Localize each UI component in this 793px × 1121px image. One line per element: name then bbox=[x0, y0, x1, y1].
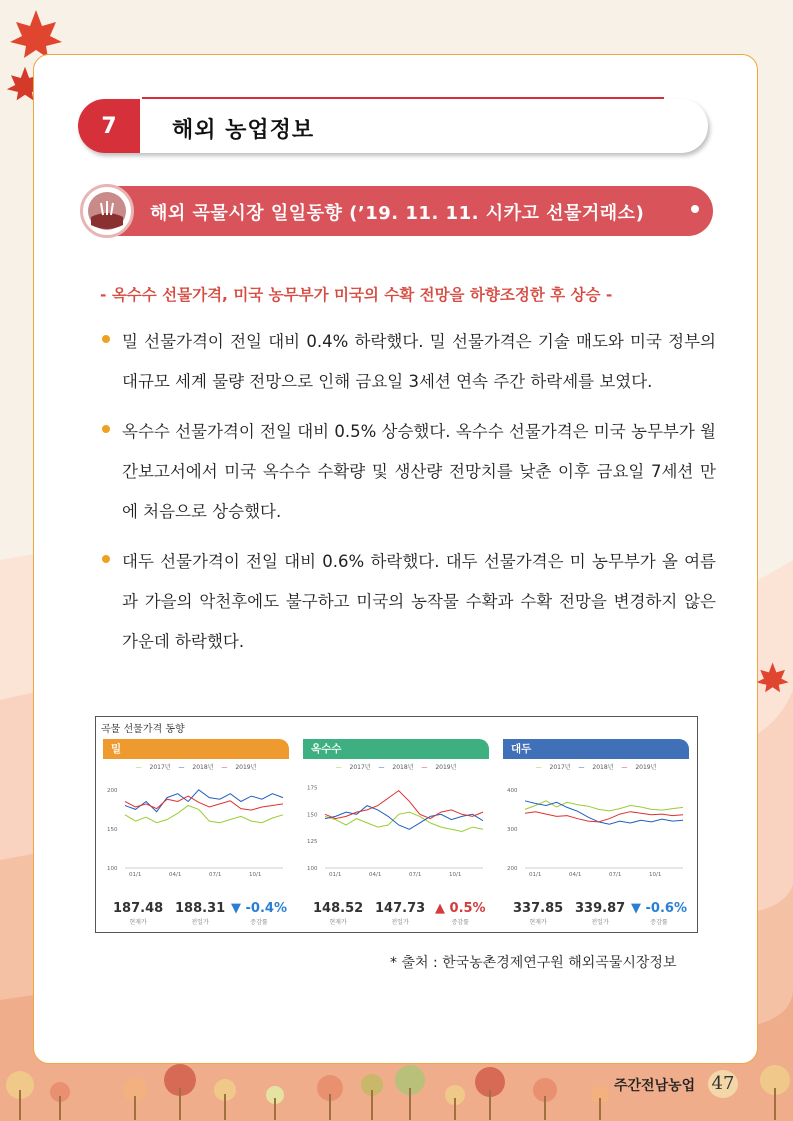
stat-label: 증감률 bbox=[250, 919, 268, 926]
legend-label: 2018년 bbox=[592, 764, 614, 771]
soybean-line-plot bbox=[503, 776, 689, 881]
y-tick-label: 175 bbox=[307, 785, 318, 792]
stat-label: 현재가 bbox=[529, 919, 547, 926]
y-tick-label: 200 bbox=[107, 787, 118, 794]
x-tick-label: 01/1 bbox=[329, 872, 342, 878]
section-number: 7 bbox=[78, 99, 140, 153]
subsection-title: 해외 곡물시장 일일동향 (’19. 11. 11. 시카고 선물거래소) bbox=[150, 203, 645, 224]
legend-label: 2017년 bbox=[149, 764, 171, 771]
x-tick-label: 04/1 bbox=[569, 872, 582, 878]
corn-stats bbox=[303, 901, 489, 931]
wheat-stats bbox=[103, 901, 289, 931]
stat-value: ▼ -0.4% bbox=[231, 901, 287, 916]
chart-legend: — 2017년 — 2018년 — 2019년 bbox=[135, 764, 257, 771]
stat-change bbox=[631, 901, 687, 926]
source-note: * 출처 : 한국농촌경제연구원 해외곡물시장정보 bbox=[390, 955, 677, 971]
chart-header: 밀 bbox=[103, 739, 289, 759]
y-tick-label: 100 bbox=[107, 866, 118, 872]
chart-header: 옥수수 bbox=[303, 739, 489, 759]
soybean-stats bbox=[503, 901, 689, 931]
bullet-text: 옥수수 선물가격이 전일 대비 0.5% 상승했다. 옥수수 선물가격은 미국 농무부가 월간보고서에서 미국 옥수수 수확량 및 생산량 전망치를 낮춘 이후 금요일 7세션 만에 처음으로 상승했다. bbox=[122, 422, 716, 521]
stat-label: 현재가 bbox=[329, 919, 347, 926]
y-tick-label: 100 bbox=[307, 866, 318, 872]
x-tick-label: 10/1 bbox=[249, 872, 262, 878]
stat-change bbox=[231, 901, 287, 926]
stat-current bbox=[313, 901, 363, 926]
bullet-dot-icon bbox=[102, 335, 110, 343]
section-header bbox=[78, 97, 708, 155]
stat-label: 전일가 bbox=[591, 919, 609, 926]
soybean-chart bbox=[503, 739, 689, 929]
x-tick-label: 01/1 bbox=[529, 872, 542, 878]
stat-previous bbox=[575, 901, 625, 926]
stat-label: 증감률 bbox=[650, 919, 668, 926]
x-tick-label: 07/1 bbox=[609, 872, 622, 878]
bullet-dot-icon bbox=[102, 555, 110, 563]
chart-legend: — 2017년 — 2018년 — 2019년 bbox=[335, 764, 457, 771]
page-number: 47 bbox=[708, 1070, 738, 1098]
x-tick-label: 07/1 bbox=[409, 872, 422, 878]
stat-previous bbox=[175, 901, 225, 926]
legend-label: 2019년 bbox=[635, 764, 657, 771]
bullet-dot-icon bbox=[102, 425, 110, 433]
stat-value: 148.52 bbox=[313, 901, 364, 916]
bullet-list bbox=[102, 322, 716, 672]
x-tick-label: 07/1 bbox=[209, 872, 222, 878]
stat-value: 188.31 bbox=[175, 901, 226, 916]
stat-value: 187.48 bbox=[113, 901, 164, 916]
legend-label: 2017년 bbox=[349, 764, 371, 771]
stat-label: 증감률 bbox=[451, 919, 469, 926]
legend-label: 2017년 bbox=[549, 764, 571, 771]
stat-label: 전일가 bbox=[191, 919, 209, 926]
chart-header: 대두 bbox=[503, 739, 689, 759]
y-tick-label: 400 bbox=[507, 787, 518, 794]
stat-value: 339.87 bbox=[575, 901, 626, 916]
stat-current bbox=[113, 901, 163, 926]
wheat-chart bbox=[103, 739, 289, 929]
y-tick-label: 125 bbox=[307, 839, 318, 846]
series-line-2017년 bbox=[525, 801, 683, 811]
stat-value: ▼ -0.6% bbox=[631, 901, 687, 916]
legend-label: 2019년 bbox=[235, 764, 257, 771]
x-tick-label: 10/1 bbox=[649, 872, 662, 878]
y-tick-label: 200 bbox=[507, 866, 518, 872]
x-tick-label: 04/1 bbox=[369, 872, 382, 878]
stat-value: ▲ 0.5% bbox=[435, 901, 486, 916]
wheat-line-plot bbox=[103, 776, 289, 881]
stat-change bbox=[435, 901, 486, 926]
y-tick-label: 150 bbox=[107, 826, 118, 833]
bullet-text: 대두 선물가격이 전일 대비 0.6% 하락했다. 대두 선물가격은 미 농무부가 올 여름과 가을의 악천후에도 불구하고 미국의 농작물 수확과 수확 전망을 변경하지 않은 가운데 하락했다. bbox=[122, 552, 716, 651]
legend-label: 2018년 bbox=[392, 764, 414, 771]
x-tick-label: 01/1 bbox=[129, 872, 142, 878]
y-tick-label: 150 bbox=[307, 812, 318, 819]
list-item bbox=[102, 322, 716, 402]
legend-label: 2019년 bbox=[435, 764, 457, 771]
stat-previous bbox=[375, 901, 425, 926]
stat-value: 147.73 bbox=[375, 901, 426, 916]
x-tick-label: 04/1 bbox=[169, 872, 182, 878]
series-line-2018년 bbox=[325, 806, 483, 830]
list-item bbox=[102, 542, 716, 662]
article-subtitle: - 옥수수 선물가격, 미국 농무부가 미국의 수확 전망을 하향조정한 후 상승 - bbox=[100, 286, 613, 304]
section-title: 해외 농업정보 bbox=[172, 118, 315, 143]
x-tick-label: 10/1 bbox=[449, 872, 462, 878]
chart-legend: — 2017년 — 2018년 — 2019년 bbox=[535, 764, 657, 771]
stat-label: 현재가 bbox=[129, 919, 147, 926]
bullet-text: 밀 선물가격이 전일 대비 0.4% 하락했다. 밀 선물가격은 기술 매도와 미국 정부의 대규모 세계 물량 전망으로 인해 금요일 3세션 연속 주간 하락세를 보였다. bbox=[122, 332, 716, 391]
list-item bbox=[102, 412, 716, 532]
legend-label: 2018년 bbox=[192, 764, 214, 771]
series-line-2019년 bbox=[525, 812, 683, 822]
farm-emblem-icon bbox=[80, 184, 134, 238]
grain-futures-panel bbox=[95, 716, 698, 933]
stat-current bbox=[513, 901, 563, 926]
series-line-2018년 bbox=[125, 790, 283, 812]
footer-publication: 주간전남농업 bbox=[614, 1078, 696, 1094]
maple-leaf-icon bbox=[754, 660, 790, 700]
y-tick-label: 300 bbox=[507, 826, 518, 833]
subsection-header bbox=[80, 184, 715, 238]
corn-line-plot bbox=[303, 776, 489, 881]
stat-label: 전일가 bbox=[391, 919, 409, 926]
corn-chart bbox=[303, 739, 489, 929]
panel-title: 곡물 선물가격 동향 bbox=[101, 724, 185, 735]
stat-value: 337.85 bbox=[513, 901, 564, 916]
subsection-dot bbox=[691, 205, 699, 213]
series-line-2019년 bbox=[325, 791, 483, 819]
